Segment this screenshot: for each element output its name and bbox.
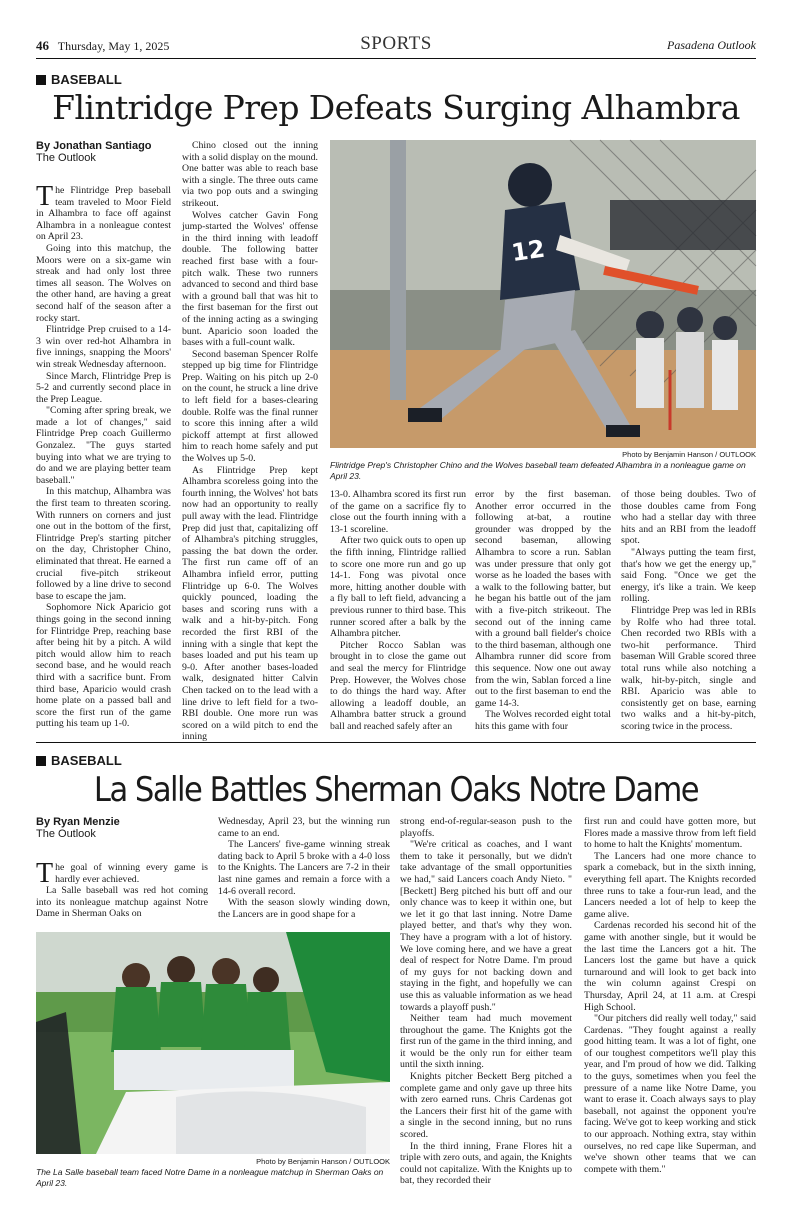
paragraph: La Salle baseball was red hot coming into its nonleague matchup against Notre Dame in Sherman Oaks on <box>36 885 208 920</box>
svg-text:12: 12 <box>509 234 547 268</box>
paragraph: Neither team had much movement throughout the game. The Knights got the first run of the game in the third inning, and it would be the only run for either team until the sixth inning. <box>400 1013 572 1071</box>
kicker-square-icon <box>36 756 46 766</box>
story2-photo <box>36 932 390 1154</box>
paragraph: first run and could have gotten more, but Flores made a massive throw from left field to home to halt the Knights' momentum. <box>584 816 756 851</box>
story2-byline <box>36 816 176 840</box>
kicker-square-icon <box>36 75 46 85</box>
page-number: 46 <box>36 38 49 53</box>
story1-photo-credit: Photo by Benjamin Hanson / OUTLOOK <box>622 450 756 459</box>
paragraph: strong end-of-regular-season push to the playoffs. <box>400 816 572 839</box>
kicker-label: BASEBALL <box>51 753 122 768</box>
paragraph: In this matchup, Alhambra was the first team to threaten scoring. With runners on corners and just one out in the bottom of the first, Flintridge Prep's starting pitcher on the day, Christopher Chino, eliminated that threat. He earned a crucial five-pitch strikeout followed by a line drive to second base to escape the jam. <box>36 486 171 602</box>
paragraph: "Our pitchers did really well today," said Cardenas. "They fought against a really good hitting team. It was a lot of fight, one of our toughest competitors we'll play this year, and I'm proud of how we did. Talking to the guys, sometimes when you feel the pressure of a name like Notre Dame, you want to erase it. Coach always says to play baseball, not against the opponent you're facing. We've got to keep working and stick to our approach. Nothing extra, stay within ourselves, no red cape like Superman, and we've shown other teams that we can compete with them." <box>584 1013 756 1175</box>
paragraph: The goal of winning every game is hardly ever achieved. <box>36 858 208 889</box>
paragraph: As Flintridge Prep kept Alhambra scoreless going into the fourth inning, the Wolves' hot bats now had an opportunity to really pull away with the lead. Flintridge Prep did just that, capitalizing off of Alhambra's pitching struggles, passing the bat down the order. The first run came off of an Alhambra infield error, putting Flintridge up 6-0. The Wolves quickly pounced, loading the bases and scoring runs with a walk and a hit-by-pitch. Fong recorded the first RBI of the inning with a single that kept the bases loaded and put his team up 9-0. After another bases-loaded walk, designated hitter Calvin Chen tacked on to the lead with a line drive to left field for a two-RBI double. One more run was scored on a wild pitch to end the inning <box>182 464 318 743</box>
paragraph: error by the first baseman. Another error occurred in the following at-bat, a routine grounder was dropped by the second baseman, allowing Alhambra to score a run. Sablan was under pressure that only got worse as he loaded the bases with a walk to the following batter, but he began his battle out of the jam with a five-pitch strikeout. The second out of the inning came with a ground ball fielder's choice to the third baseman, although one Alhambra runner did score from this sequence. Now one out away from the win, Sablan forced a line out to the first baseman to end the game 14-3. <box>475 489 611 709</box>
story1-headline: Flintridge Prep Defeats Surging Alhambra <box>52 88 740 127</box>
paragraph: Pitcher Rocco Sablan was brought in to close the game out and seal the mercy for Flintridge Prep. However, the Wolves chose to do things the hard way. After allowing a leadoff double, an Alhambra batter struck a ground ball and reached safely after an <box>330 639 466 732</box>
story2-kicker <box>36 753 122 768</box>
story1-photo <box>330 140 756 448</box>
paragraph: Flintridge Prep was led in RBIs by Rolfe who had three total. Chen recorded two RBIs with a two-hit performance. Third baseman Will Grable scored three total runs while also notching a walk, hit-by-pitch, single and RBI. Aparicio was able to consistently get on base, earning two walks and a hit-by-pitch, scoring twice in the process. <box>621 604 756 732</box>
story2-column-2 <box>218 816 390 922</box>
story1-column-4 <box>475 489 611 732</box>
header-rule <box>36 58 756 59</box>
paragraph: Going into this matchup, the Moors were on a six-game win streak and had only lost three times all season. The Wolves on the other hand, are having a great second half of the season after a rocky start. <box>36 242 171 324</box>
paragraph: Sophomore Nick Aparicio got things going in the second inning for Flintridge Prep, reaching base after being hit by a pitch. A wild pitch would allow him to reach second base, and he would reach third with a sacrifice bunt. From third base, Aparicio would crash home plate on a passed ball and score the first run of the game putting his team up 1-0. <box>36 602 171 730</box>
paragraph: Knights pitcher Beckett Berg pitched a complete game and only gave up three hits with zero earned runs. Chris Cardenas got the Lancers their first hit of the game with a single in the second inning, but no runs scored. <box>400 1071 572 1141</box>
story1-byline <box>36 140 176 164</box>
story2-column-3 <box>400 816 572 1196</box>
paragraph: The Lancers had one more chance to spark a comeback, but in the sixth inning, everything fell apart. The Knights recorded three runs to take a four-run lead, and the Lancers needed a lot of help to keep the game alive. <box>584 850 756 920</box>
paragraph: Chino closed out the inning with a solid display on the mound. One batter was able to reach base with a single. The three outs came via two pop outs and a swinging strikeout. <box>182 140 318 209</box>
paragraph: The Flintridge Prep baseball team traveled to Moor Field in Alhambra to face off against Alhambra in a nonleague contest on April 23. <box>36 181 171 243</box>
story1-kicker <box>36 72 122 87</box>
paragraph: Cardenas recorded his second hit of the game with another single, but it would be the last time the Lancers got a hit. The Lancers lost the game but have a quick turnaround and will look to get back into the win column against Crespi on Thursday, April 24, at 11 a.m. at Crespi High School. <box>584 920 756 1013</box>
story2-photo-credit: Photo by Benjamin Hanson / OUTLOOK <box>256 1157 390 1166</box>
story1-photo-caption: Flintridge Prep's Christopher Chino and the Wolves baseball team defeated Alhambra in a nonleague game on April 23. <box>330 460 746 481</box>
paragraph: "We're critical as coaches, and I want them to take it personally, but we didn't take advantage of the small opportunities we had," said Lancers coach Andy Nieto. "[Beckett] Berg pitched his butt off and our only chance was to keep it within one, but we let it go that last inning. Notre Dame played better, and that's why they won. They have a program with a lot of history. We love coming here, and we have a great deal of respect for Notre Dame. I'm proud of my guys for not backing down and staying in the fight, and hopefully we can use this as valuable information as we head towards a playoff push." <box>400 839 572 1013</box>
team-huddle-illustration <box>36 932 390 1154</box>
story1-column-5 <box>621 489 756 732</box>
kicker-label: BASEBALL <box>51 72 122 87</box>
story1-column-1 <box>36 181 171 735</box>
story1-column-3 <box>330 489 466 732</box>
paragraph: 13-0. Alhambra scored its first run of the game on a sacrifice fly to close out the fourth inning with a 13-1 scoreline. <box>330 489 466 535</box>
paragraph: In the third inning, Frane Flores hit a triple with zero outs, and again, the Knights could not capitalize. With the Knights up to bat, they recorded their <box>400 1140 572 1187</box>
paragraph: Wednesday, April 23, but the winning run came to an end. <box>218 816 390 839</box>
section-name: SPORTS <box>360 33 432 54</box>
paragraph: Flintridge Prep cruised to a 14-3 win over red-hot Alhambra in five innings, snapping the Moors' win streak Wednesday afternoon. <box>36 324 171 370</box>
paragraph: of those being doubles. Two of those doubles came from Fong who had a stellar day with three hits and an RBI from the leadoff spot. <box>621 489 756 547</box>
story1-column-2 <box>182 140 318 743</box>
paragraph: The Lancers' five-game winning streak dating back to April 5 broke with a 4-0 loss to the Knights. The Lancers are 7-2 in their last nine games and remain a force with a 14-6 overall record. <box>218 839 390 897</box>
story2-column-4 <box>584 816 756 1196</box>
issue-date: Thursday, May 1, 2025 <box>57 39 170 53</box>
paragraph: With the season slowly winding down, the Lancers are in good shape for a <box>218 897 390 920</box>
byline-name: By Jonathan Santiago <box>36 140 152 152</box>
paragraph: Second baseman Spencer Rolfe stepped up big time for Flintridge Prep. Waiting on his pitch up 2-0 on the count, he struck a line drive to left field for a bases-clearing double. Rolfe was the final runner to score this inning after a wild pickoff attempt at first allowed him to reach home safely and put the Wolves up 5-0. <box>182 348 318 465</box>
paragraph: "Always putting the team first, that's how we get the energy up," said Fong. "Once we get the energy, it's like a train. We keep rolling. <box>621 546 756 605</box>
paragraph: "Coming after spring break, we made a lot of changes," said Flintridge Prep coach Guillermo Gonzalez. "The guys started buying into what we are trying to do and we are playing better team baseball." <box>36 405 171 486</box>
story2-photo-caption: The La Salle baseball team faced Notre Dame in a nonleague matchup in Sherman Oaks on April 23. <box>36 1167 384 1188</box>
baseball-batter-illustration <box>330 140 756 448</box>
paragraph: Since March, Flintridge Prep is 5-2 and currently second place in the Prep League. <box>36 370 171 405</box>
story-divider-rule <box>36 742 756 743</box>
story2-headline: La Salle Battles Sherman Oaks Notre Dame <box>93 770 699 810</box>
publication-name: Pasadena Outlook <box>667 38 756 52</box>
byline-org: The Outlook <box>36 828 96 840</box>
paragraph: After two quick outs to open up the fifth inning, Flintridge rallied to score one more run and go up 14-1. Fong was pivotal once more, hitting another double with a fly ball to left field, advancing a previous runner to third base. This runner scored after a balk by the Alhambra pitcher. <box>330 535 466 640</box>
paragraph: The Wolves recorded eight total hits this game with four <box>475 709 611 732</box>
byline-name: By Ryan Menzie <box>36 816 120 828</box>
paragraph: Wolves catcher Gavin Fong jump-started the Wolves' offense in the third inning with leadoff double. The following batter reached first base with a four-pitch walk. These two runners advanced to second and third base with a ground ball that was hit to the first baseman for the first out of the inning acting as a swinging bunt. Aparicio soon loaded the bases with a full-count walk. <box>182 209 318 349</box>
byline-org: The Outlook <box>36 152 96 164</box>
story2-column-1 <box>36 858 208 922</box>
